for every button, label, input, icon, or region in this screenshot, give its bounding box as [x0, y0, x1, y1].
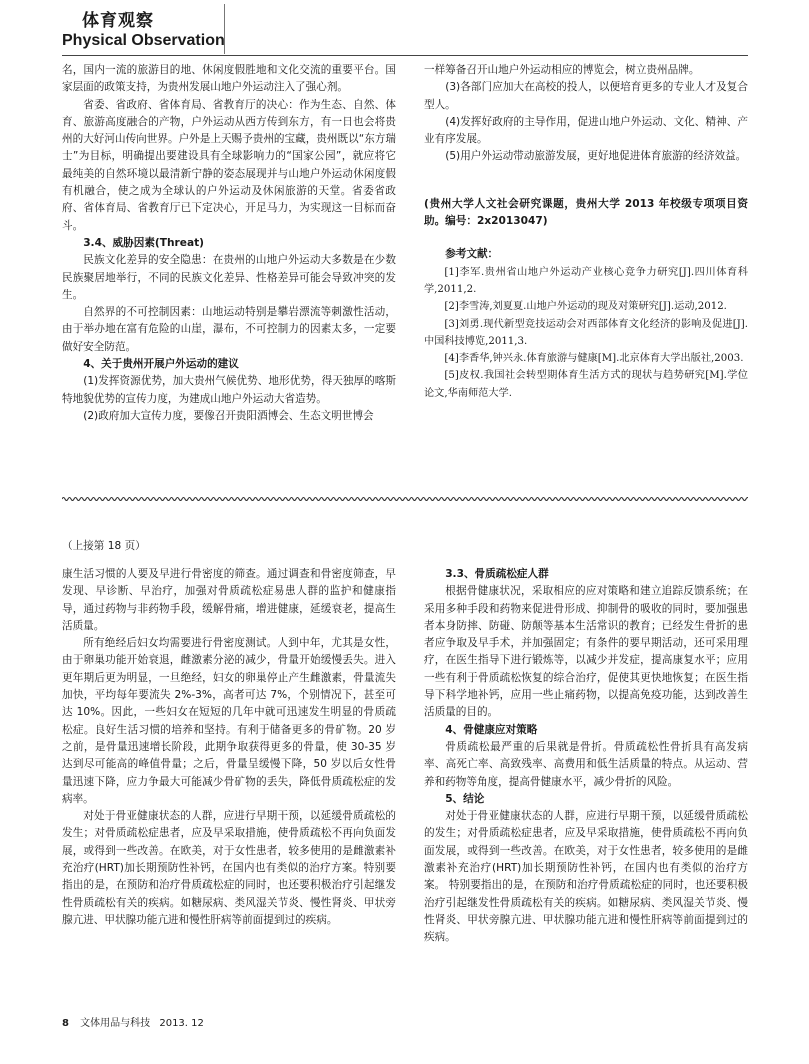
top-left-paragraph: 民族文化差异的安全隐患：在贵州的山地户外运动大多数是在少数民族聚居地举行，不同的民族文化差异、性格差异可能会导致冲突的发生。	[62, 254, 396, 301]
bottom-left-paragraph: 对处于骨亚健康状态的人群，应进行早期干预，以延缓骨质疏松的发生；对骨质疏松症患者，应及早采取措施，使骨质疏松不再向负面发展，或得到一些改善。在欧美，对于女性患者，较多使用的是雌激素补充治疗(HRT)加长期预防性补钙，在国内也有类似的治疗方案。特别要指出的是，在预防和治疗骨质疏松症的同时，也还要积极治疗引起继发性骨质疏松有关的疾病。如糖尿病、类风湿关节炎、慢性肾炎、甲状旁腺亢进、甲状腺功能亢进和慢性肝病等前面提到过的疾病。	[62, 810, 396, 926]
top-left-paragraph: 名，国内一流的旅游目的地、休闲度假胜地和文化交流的重要平台。国家层面的政策支持，为贵州发展山地户外运动注入了强心剂。	[62, 64, 396, 94]
references-title: 参考文献：	[445, 248, 499, 261]
page-number: 8	[62, 1018, 69, 1029]
top-right-paragraph: (3)各部门应加大在高校的投人，以便培育更多的专业人才及复合型人。	[424, 81, 748, 111]
funding-note: (贵州大学人文社会研究课题，贵州大学 2013 年校级专项项目资助。编号：2x2013047)	[424, 197, 748, 228]
reference-item: [2]李雪涛,刘夏夏.山地户外运动的现及对策研究[J].运动,2012.	[444, 301, 727, 313]
reference-item: [5]皮权.我国社会转型期体育生活方式的现状与趋势研究[M].学位论文,华南师范大学.	[424, 370, 748, 399]
references-list	[424, 264, 748, 402]
top-right-paragraph: 一样筹备召开山地户外运动相应的博览会，树立贵州品牌。	[424, 64, 700, 76]
reference-item: [1]李军.贵州省山地户外运动产业核心竞争力研究[J].四川体育科学,2011,2.	[424, 266, 748, 295]
bottom-right-paragraph: 根据骨健康状况，采取相应的应对策略和建立追踪反馈系统；在采用多种手段和药物来促进骨形成、抑制骨的吸收的同时，要加强患者本身防摔、防碰、防颠等基本生活常识的教育；已经发生骨折的患者应争取及早手术，并加强固定；有条件的要早期活动，还可采用理疗，在医生指导下进行锻炼等，以减少并发症，提高康复水平；应用一些有利于骨质疏松恢复的综合治疗，促使其更快地恢复；在医生指导下科学地补钙，应用一些止痛药物，以提高免疫功能，达到改善生活质量的目的。	[424, 585, 748, 719]
page-footer	[62, 1014, 204, 1029]
header-rule	[62, 55, 748, 56]
top-left-column	[62, 62, 396, 425]
section-title-en: Physical Observation	[62, 32, 225, 49]
reference-item: [4]李香华,钟兴永.体育旅游与健康[M].北京体育大学出版社,2003.	[444, 353, 744, 365]
bottom-right-heading: 5、结论	[445, 792, 485, 805]
bottom-right-heading: 4、骨健康应对策略	[445, 723, 538, 736]
top-left-paragraph: (1)发挥资源优势，加大贵州气候优势、地形优势，得天独厚的喀斯特地貌优势的宣传力度，为建成山地户外运动大省造势。	[62, 375, 396, 405]
bottom-right-paragraph: 对处于骨亚健康状态的人群，应进行早期干预，以延缓骨质疏松的发生；对骨质疏松症患者，应及早采取措施，使骨质疏松不再向负面发展，或得到一些改善。在欧美，对于女性患者，较多使用的是雌激素补充治疗(HRT)加长期预防性补钙，在国内也有类似的治疗方案。 特别要指出的是，在预防和治疗骨质疏松症的同时，也还要积极治疗引起继发性骨质疏松有关的疾病。如糖尿病、类风湿关节炎、慢性肾炎、甲状旁腺亢进、甲状腺功能亢进和慢性肝病等前面提到过的疾病。	[424, 810, 748, 944]
section-title-cn: 体育观察	[82, 11, 154, 31]
top-right-paragraph: (5)用户外运动带动旅游发展，更好地促进体育旅游的经济效益。	[445, 150, 747, 163]
bottom-right-column	[424, 566, 748, 947]
top-left-paragraph: (2)政府加大宣传力度，要像召开贵阳酒博会、生态文明世博会	[83, 409, 374, 422]
bottom-left-paragraph: 康生活习惯的人要及早进行骨密度的筛查。通过调查和骨密度筛查，早发现、早诊断、早治疗，加强对骨质疏松症易患人群的监护和健康指导，通过药物与非药物手段，缓解骨痛，增进健康，延缓衰老，提高生活质量。	[62, 568, 396, 632]
bottom-left-column	[62, 566, 396, 929]
journal-name: 文体用品与科技	[80, 1018, 151, 1029]
top-left-heading: 4、关于贵州开展户外运动的建议	[83, 358, 239, 371]
bottom-left-paragraph: 所有绝经后妇女均需要进行骨密度测试。人到中年，尤其是女性，由于卵巢功能开始衰退，雌激素分泌的减少，骨量开始缓慢丢失。进入更年期后更为明显，一旦绝经，妇女的卵巢停止产生雌激素，骨量流失加快，平均每年要流失 2%-3%，高者可达 7%，个别情况下，甚至可达 10%。因此，一些妇女在短短的几年中就可迅速发生明显的骨质疏松症。良好生活习惯的培养和坚持。有利于储备更多的骨矿物。20 岁之前，是骨量迅速增长阶段，此期争取获得更多的骨量，使 30-35 岁达到尽可能高的峰值骨量；之后，骨量呈缓慢下降，50 岁以后女性骨量迅速下降，应力争最大可能减少骨矿物的丢失，降低骨质疏松症的发病率。	[62, 637, 396, 805]
top-right-column	[424, 62, 748, 402]
continued-note: （上接第 18 页）	[62, 540, 146, 552]
top-left-paragraph: 自然界的不可控制因素：山地运动特别是攀岩漂流等刺激性活动，由于举办地在富有危险的山崖，瀑布，不可控制力的因素太多，一定要做好安全防范。	[62, 306, 396, 353]
bottom-right-heading: 3.3、骨质疏松症人群	[445, 568, 549, 580]
bottom-right-paragraph: 骨质疏松最严重的后果就是骨折。骨质疏松性骨折具有高发病率、高死亡率、高致残率、高费用和低生活质量的特点。从运动、营养和药物等角度，提高骨健康水平，减少骨折的风险。	[424, 740, 748, 788]
top-left-paragraph: 省委、省政府、省体育局、省教育厅的决心：作为生态、自然、体育、旅游高度融合的产物，户外运动从西方传到东方，有一日也会将贵州的大好河山传向世界。户外是上天赐予贵州的宝藏，贵州既以“东方瑞士”为目标，明确提出要建设具有全球影响力的“国家公园”，就应将它最纯美的自然环境以最清新宁静的姿态展现并与山地户外运动休闲度假有机融合，使之成为全球认的户外运动及休闲旅游的天堂。省委省政府、省体育局、省教育厅已下定决心，开足马力，为实现这一目标而奋斗。	[62, 98, 396, 232]
top-left-heading: 3.4、威胁因素(Threat)	[83, 236, 204, 249]
issue-date: 2013. 12	[159, 1018, 204, 1029]
reference-item: [3]刘勇.现代新型竞技运动会对西部体育文化经济的影响及促进[J].中国科技博览,2011,3.	[424, 318, 748, 347]
top-right-paragraph: (4)发挥好政府的主导作用，促进山地户外运动、文化、精神、产业有序发展。	[424, 115, 748, 146]
wavy-divider	[62, 496, 748, 502]
